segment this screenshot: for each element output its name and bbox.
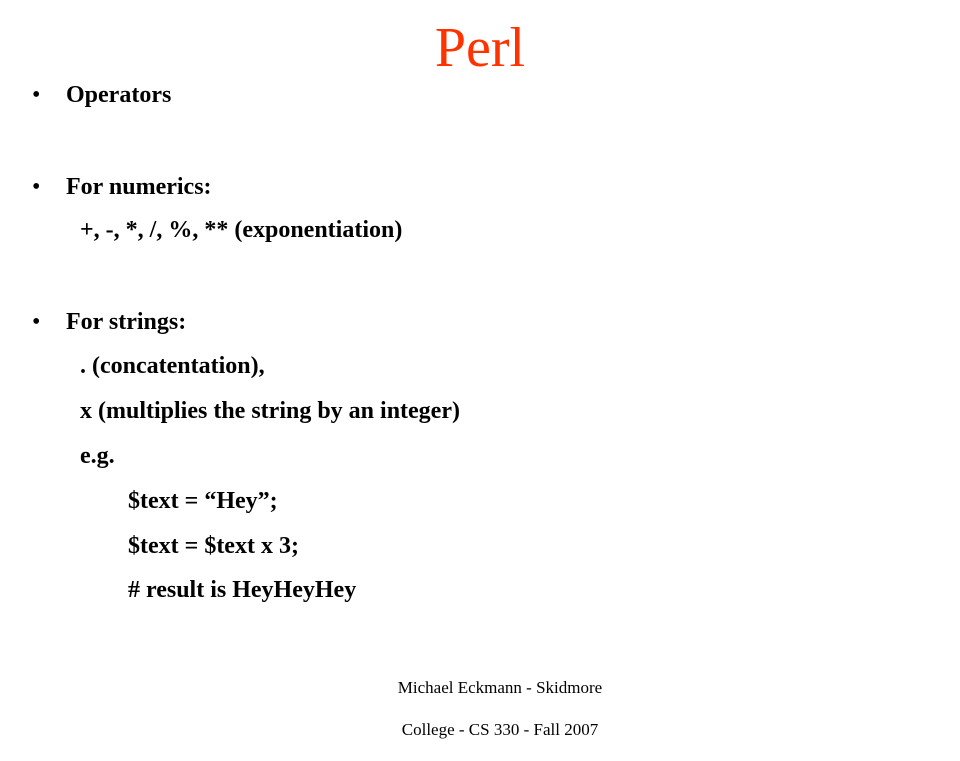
footer-line-2: College - CS 330 - Fall 2007 <box>401 720 599 739</box>
slide-title: Perl <box>434 17 526 79</box>
bullet-operators: Operators <box>66 82 172 108</box>
bullet-strings: For strings: <box>66 309 187 335</box>
bullet-marker: • <box>32 309 41 335</box>
bullet-marker: • <box>32 174 41 200</box>
slide-footer <box>340 656 660 761</box>
bullet-marker: • <box>32 82 41 108</box>
numeric-operators-list: +, -, *, /, %, ** (exponentiation) <box>80 217 403 243</box>
code-line-1: $text = “Hey”; <box>128 488 278 514</box>
code-line-3: # result is HeyHeyHey <box>128 577 357 603</box>
bullet-numerics: For numerics: <box>66 174 212 200</box>
string-repeat-operator: x (multiplies the string by an integer) <box>80 398 460 424</box>
footer-line-1: Michael Eckmann - Skidmore <box>397 678 603 697</box>
code-line-2: $text = $text x 3; <box>128 533 299 559</box>
example-label: e.g. <box>80 443 115 469</box>
string-concat-operator: . (concatentation), <box>80 353 265 379</box>
